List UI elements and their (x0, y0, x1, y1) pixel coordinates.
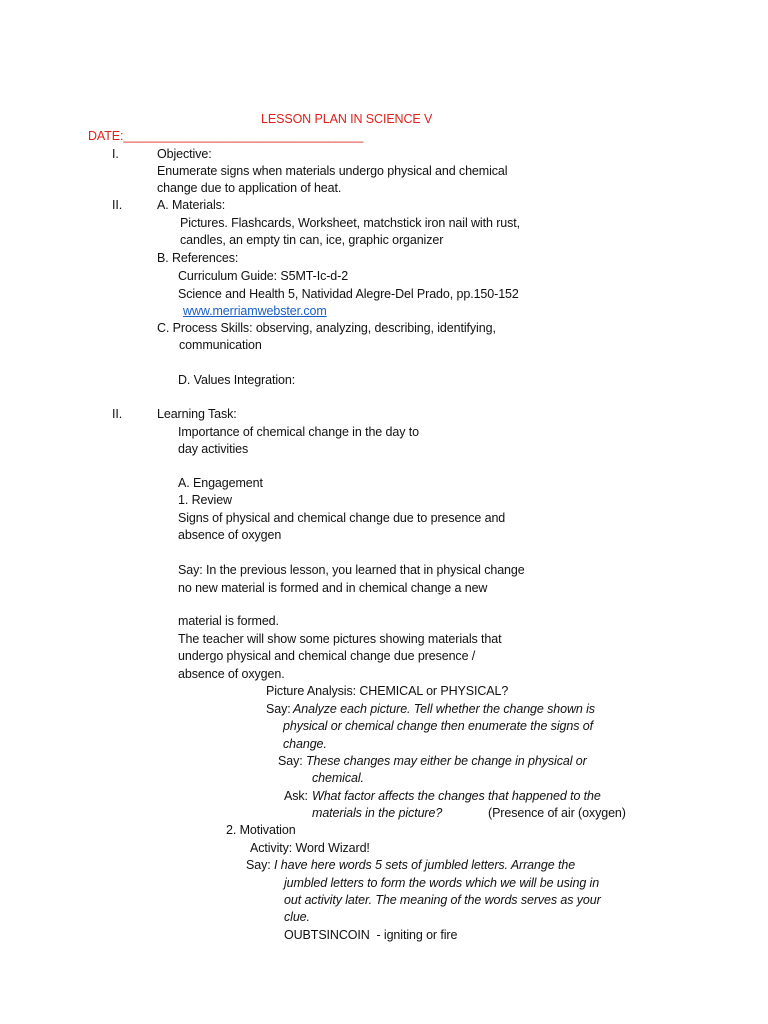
process-skills-text: observing, analyzing, describing, identifying, (255, 321, 496, 335)
date-label: DATE:___________________________________ (88, 129, 364, 143)
after-line: absence of oxygen. (178, 667, 285, 681)
process-skills-line (157, 320, 496, 337)
motivation-heading: 2. Motivation (226, 823, 296, 837)
ask-line: materials in the picture? (312, 806, 443, 820)
lesson-title: LESSON PLAN IN SCIENCE V (261, 112, 433, 126)
references-heading: B. References: (157, 251, 239, 265)
activity-heading: Activity: Word Wizard! (250, 841, 370, 855)
say1-label: Say: (266, 702, 291, 716)
engagement-heading: A. Engagement (178, 476, 263, 490)
say3-line: clue. (284, 910, 310, 924)
review-line: Signs of physical and chemical change due to presence and (178, 511, 506, 525)
jumbled-word-clue: - igniting or fire (369, 928, 458, 942)
say2-line: chemical. (312, 771, 364, 785)
jumbled-word-line (284, 927, 457, 944)
say3-line: jumbled letters to form the words which we will be using in (284, 876, 600, 890)
learning-task-line: Importance of chemical change in the day to (178, 425, 419, 439)
ask-answer: (Presence of air (oxygen) (488, 806, 626, 820)
review-heading: 1. Review (178, 493, 232, 507)
say-line: no new material is formed and in chemical change a new (178, 581, 488, 595)
say1-line: change. (283, 737, 327, 751)
say-line: Say: In the previous lesson, you learned that in physical change (178, 563, 525, 577)
objective-line: change due to application of heat. (157, 181, 342, 195)
after-line: undergo physical and chemical change due presence / (178, 649, 476, 663)
reference-link[interactable]: www.merriamwebster.com (183, 304, 327, 318)
materials-line: Pictures. Flashcards, Worksheet, matchstick iron nail with rust, (180, 216, 521, 230)
materials-numeral: II. (112, 198, 123, 212)
say3-line: out activity later. The meaning of the words serves as your (284, 893, 601, 907)
objective-numeral: I. (112, 147, 119, 161)
say3-label: Say: (246, 858, 271, 872)
review-line: absence of oxygen (178, 528, 282, 542)
jumbled-word: OUBTSINCOIN (284, 928, 370, 942)
materials-line: candles, an empty tin can, ice, graphic organizer (180, 233, 444, 247)
say2-line: These changes may either be change in physical or (306, 754, 587, 768)
say1-line: Analyze each picture. Tell whether the change shown is (293, 702, 595, 716)
learning-task-numeral: II. (112, 407, 123, 421)
objective-heading: Objective: (157, 147, 212, 161)
learning-task-heading: Learning Task: (157, 407, 237, 421)
ask-line: What factor affects the changes that happened to the (312, 789, 601, 803)
references-line: Science and Health 5, Natividad Alegre-Del Prado, pp.150-152 (178, 287, 519, 301)
say2-label: Say: (278, 754, 303, 768)
learning-task-line: day activities (178, 442, 249, 456)
after-line: The teacher will show some pictures showing materials that (178, 632, 502, 646)
process-skills-heading: C. Process Skills: (157, 321, 253, 335)
picture-analysis-heading: Picture Analysis: CHEMICAL or PHYSICAL? (266, 684, 509, 698)
objective-line: Enumerate signs when materials undergo physical and chemical (157, 164, 508, 178)
after-line: material is formed. (178, 614, 279, 628)
process-skills-text2: communication (179, 338, 262, 352)
values-heading: D. Values Integration: (178, 373, 296, 387)
say1-line: physical or chemical change then enumerate the signs of (283, 719, 593, 733)
ask-label: Ask: (284, 789, 308, 803)
say3-line: I have here words 5 sets of jumbled letters. Arrange the (274, 858, 576, 872)
materials-heading: A. Materials: (157, 198, 226, 212)
references-line: Curriculum Guide: S5MT-Ic-d-2 (178, 269, 349, 283)
